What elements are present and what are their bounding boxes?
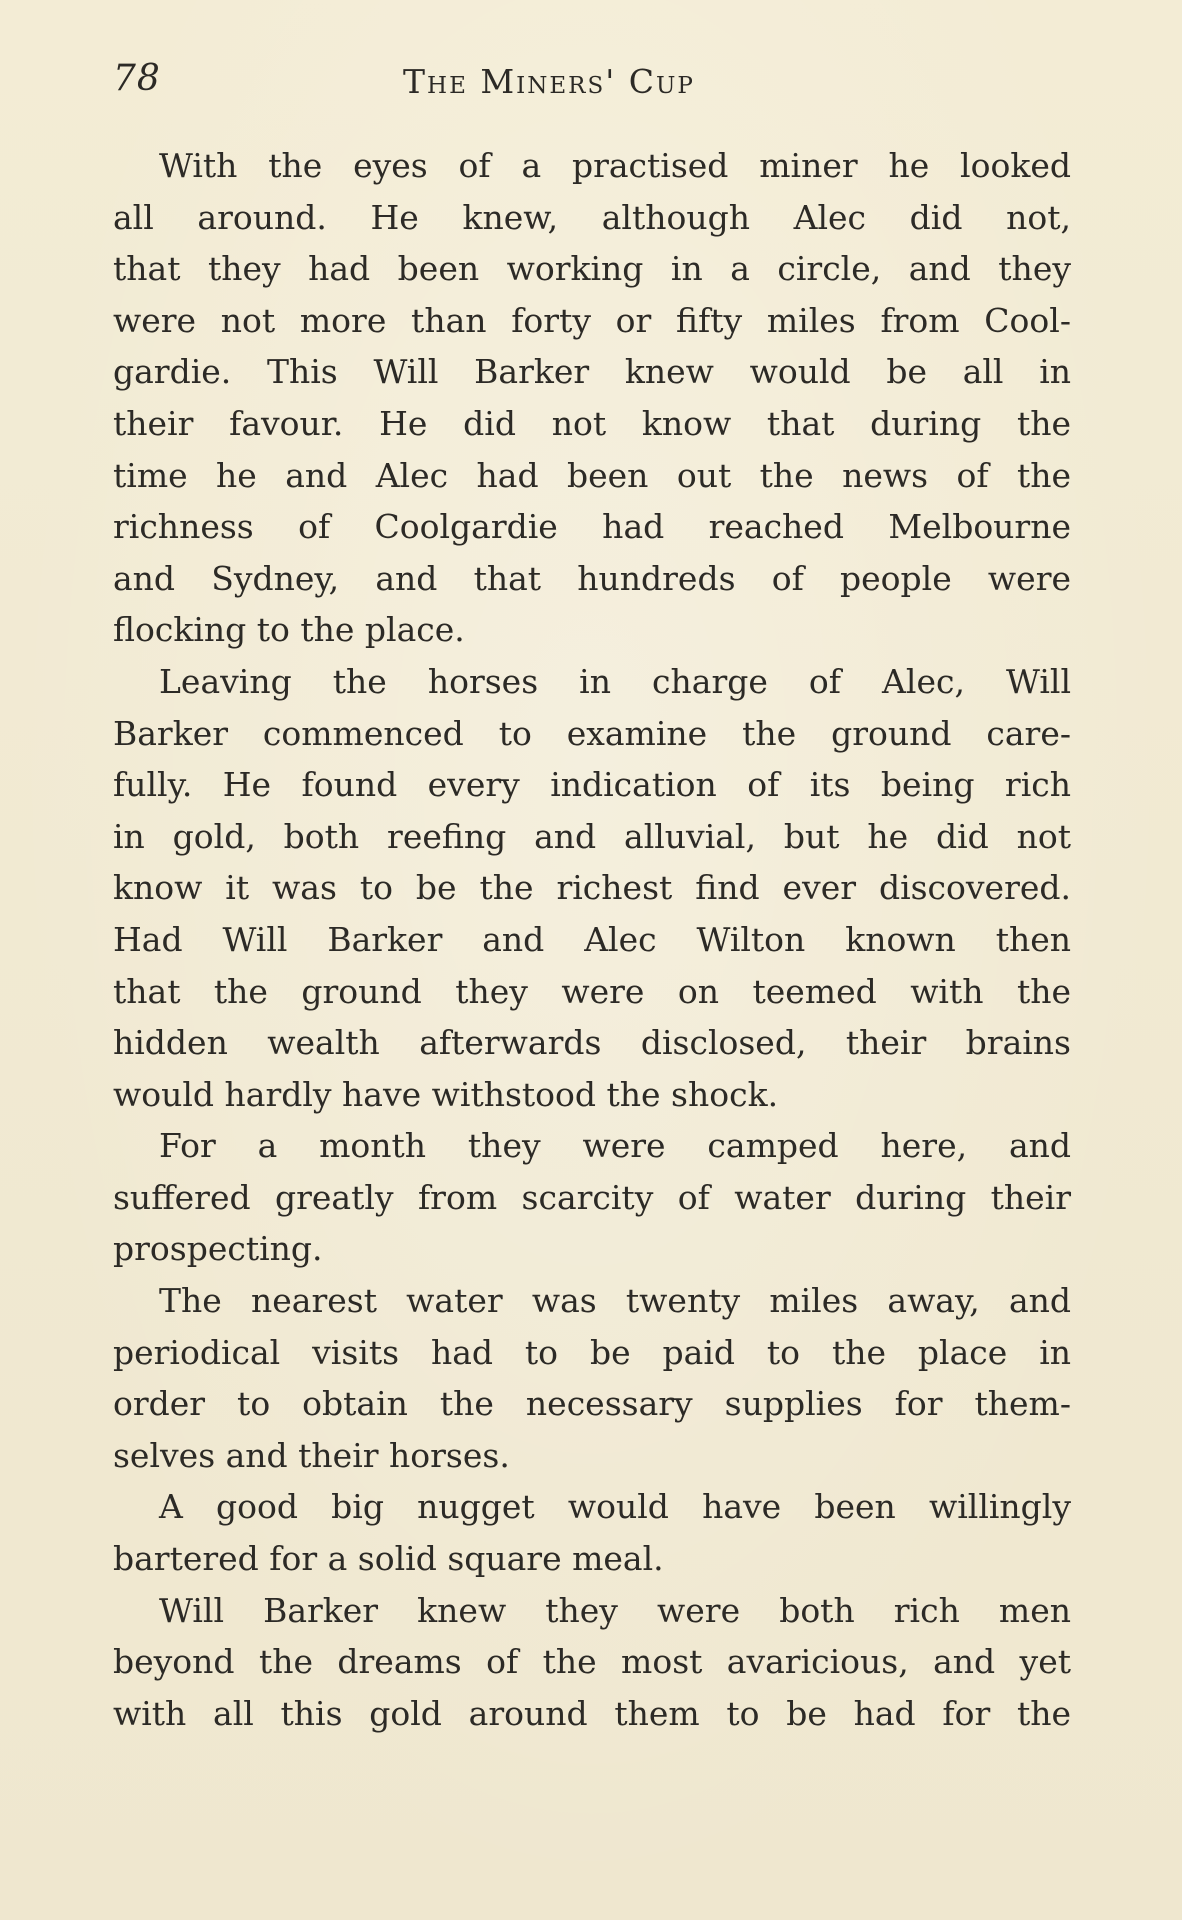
text-line: selves and their horses. xyxy=(113,1435,510,1475)
body-text xyxy=(113,140,1071,1739)
text-line: For a month they were camped here, and xyxy=(159,1126,1071,1166)
paragraph xyxy=(113,1275,1071,1481)
text-line: The nearest water was twenty miles away, and xyxy=(159,1281,1071,1321)
paragraph xyxy=(113,1120,1071,1275)
text-line: periodical visits had to be paid to the place in xyxy=(113,1332,1071,1372)
text-line: all around. He knew, although Alec did not, xyxy=(113,197,1071,237)
paragraph xyxy=(113,140,1071,656)
text-line: beyond the dreams of the most avaricious, and yet xyxy=(113,1642,1071,1682)
text-line: time he and Alec had been out the news of the xyxy=(113,455,1071,495)
page-number: 78 xyxy=(113,58,161,99)
text-line: Will Barker knew they were both rich men xyxy=(159,1590,1071,1630)
text-line: order to obtain the necessary supplies for them- xyxy=(113,1384,1071,1424)
paragraph xyxy=(113,656,1071,1120)
text-line: bartered for a solid square meal. xyxy=(113,1539,664,1579)
running-head xyxy=(113,58,1071,118)
text-line: A good big nugget would have been willingly xyxy=(159,1487,1071,1527)
text-line: would hardly have withstood the shock. xyxy=(113,1074,779,1114)
text-line: were not more than forty or fifty miles from Cool- xyxy=(113,300,1071,340)
paragraph xyxy=(113,1585,1071,1740)
text-line: with all this gold around them to be had for the xyxy=(113,1693,1071,1733)
running-title: The Miners' Cup xyxy=(403,62,695,101)
text-line: prospecting. xyxy=(113,1229,323,1269)
text-line: hidden wealth afterwards disclosed, their brains xyxy=(113,1023,1071,1063)
text-line: that the ground they were on teemed with the xyxy=(113,971,1071,1011)
text-line: Barker commenced to examine the ground care- xyxy=(113,713,1071,753)
text-line: With the eyes of a practised miner he looked xyxy=(159,146,1071,185)
text-line: that they had been working in a circle, and they xyxy=(113,249,1071,289)
text-line: flocking to the place. xyxy=(113,610,465,650)
text-line: fully. He found every indication of its being rich xyxy=(113,765,1071,805)
text-line: richness of Coolgardie had reached Melbourne xyxy=(113,507,1071,547)
text-line: know it was to be the richest find ever discovered. xyxy=(113,868,1071,908)
text-line: gardie. This Will Barker knew would be all in xyxy=(113,352,1071,392)
text-line: suffered greatly from scarcity of water during their xyxy=(113,1177,1071,1217)
text-line: their favour. He did not know that during the xyxy=(113,403,1071,443)
text-line: in gold, both reefing and alluvial, but he did not xyxy=(113,816,1071,856)
paragraph xyxy=(113,1481,1071,1584)
text-line: Had Will Barker and Alec Wilton known then xyxy=(113,919,1071,959)
text-line: Leaving the horses in charge of Alec, Will xyxy=(159,661,1071,701)
text-line: and Sydney, and that hundreds of people were xyxy=(113,558,1071,598)
